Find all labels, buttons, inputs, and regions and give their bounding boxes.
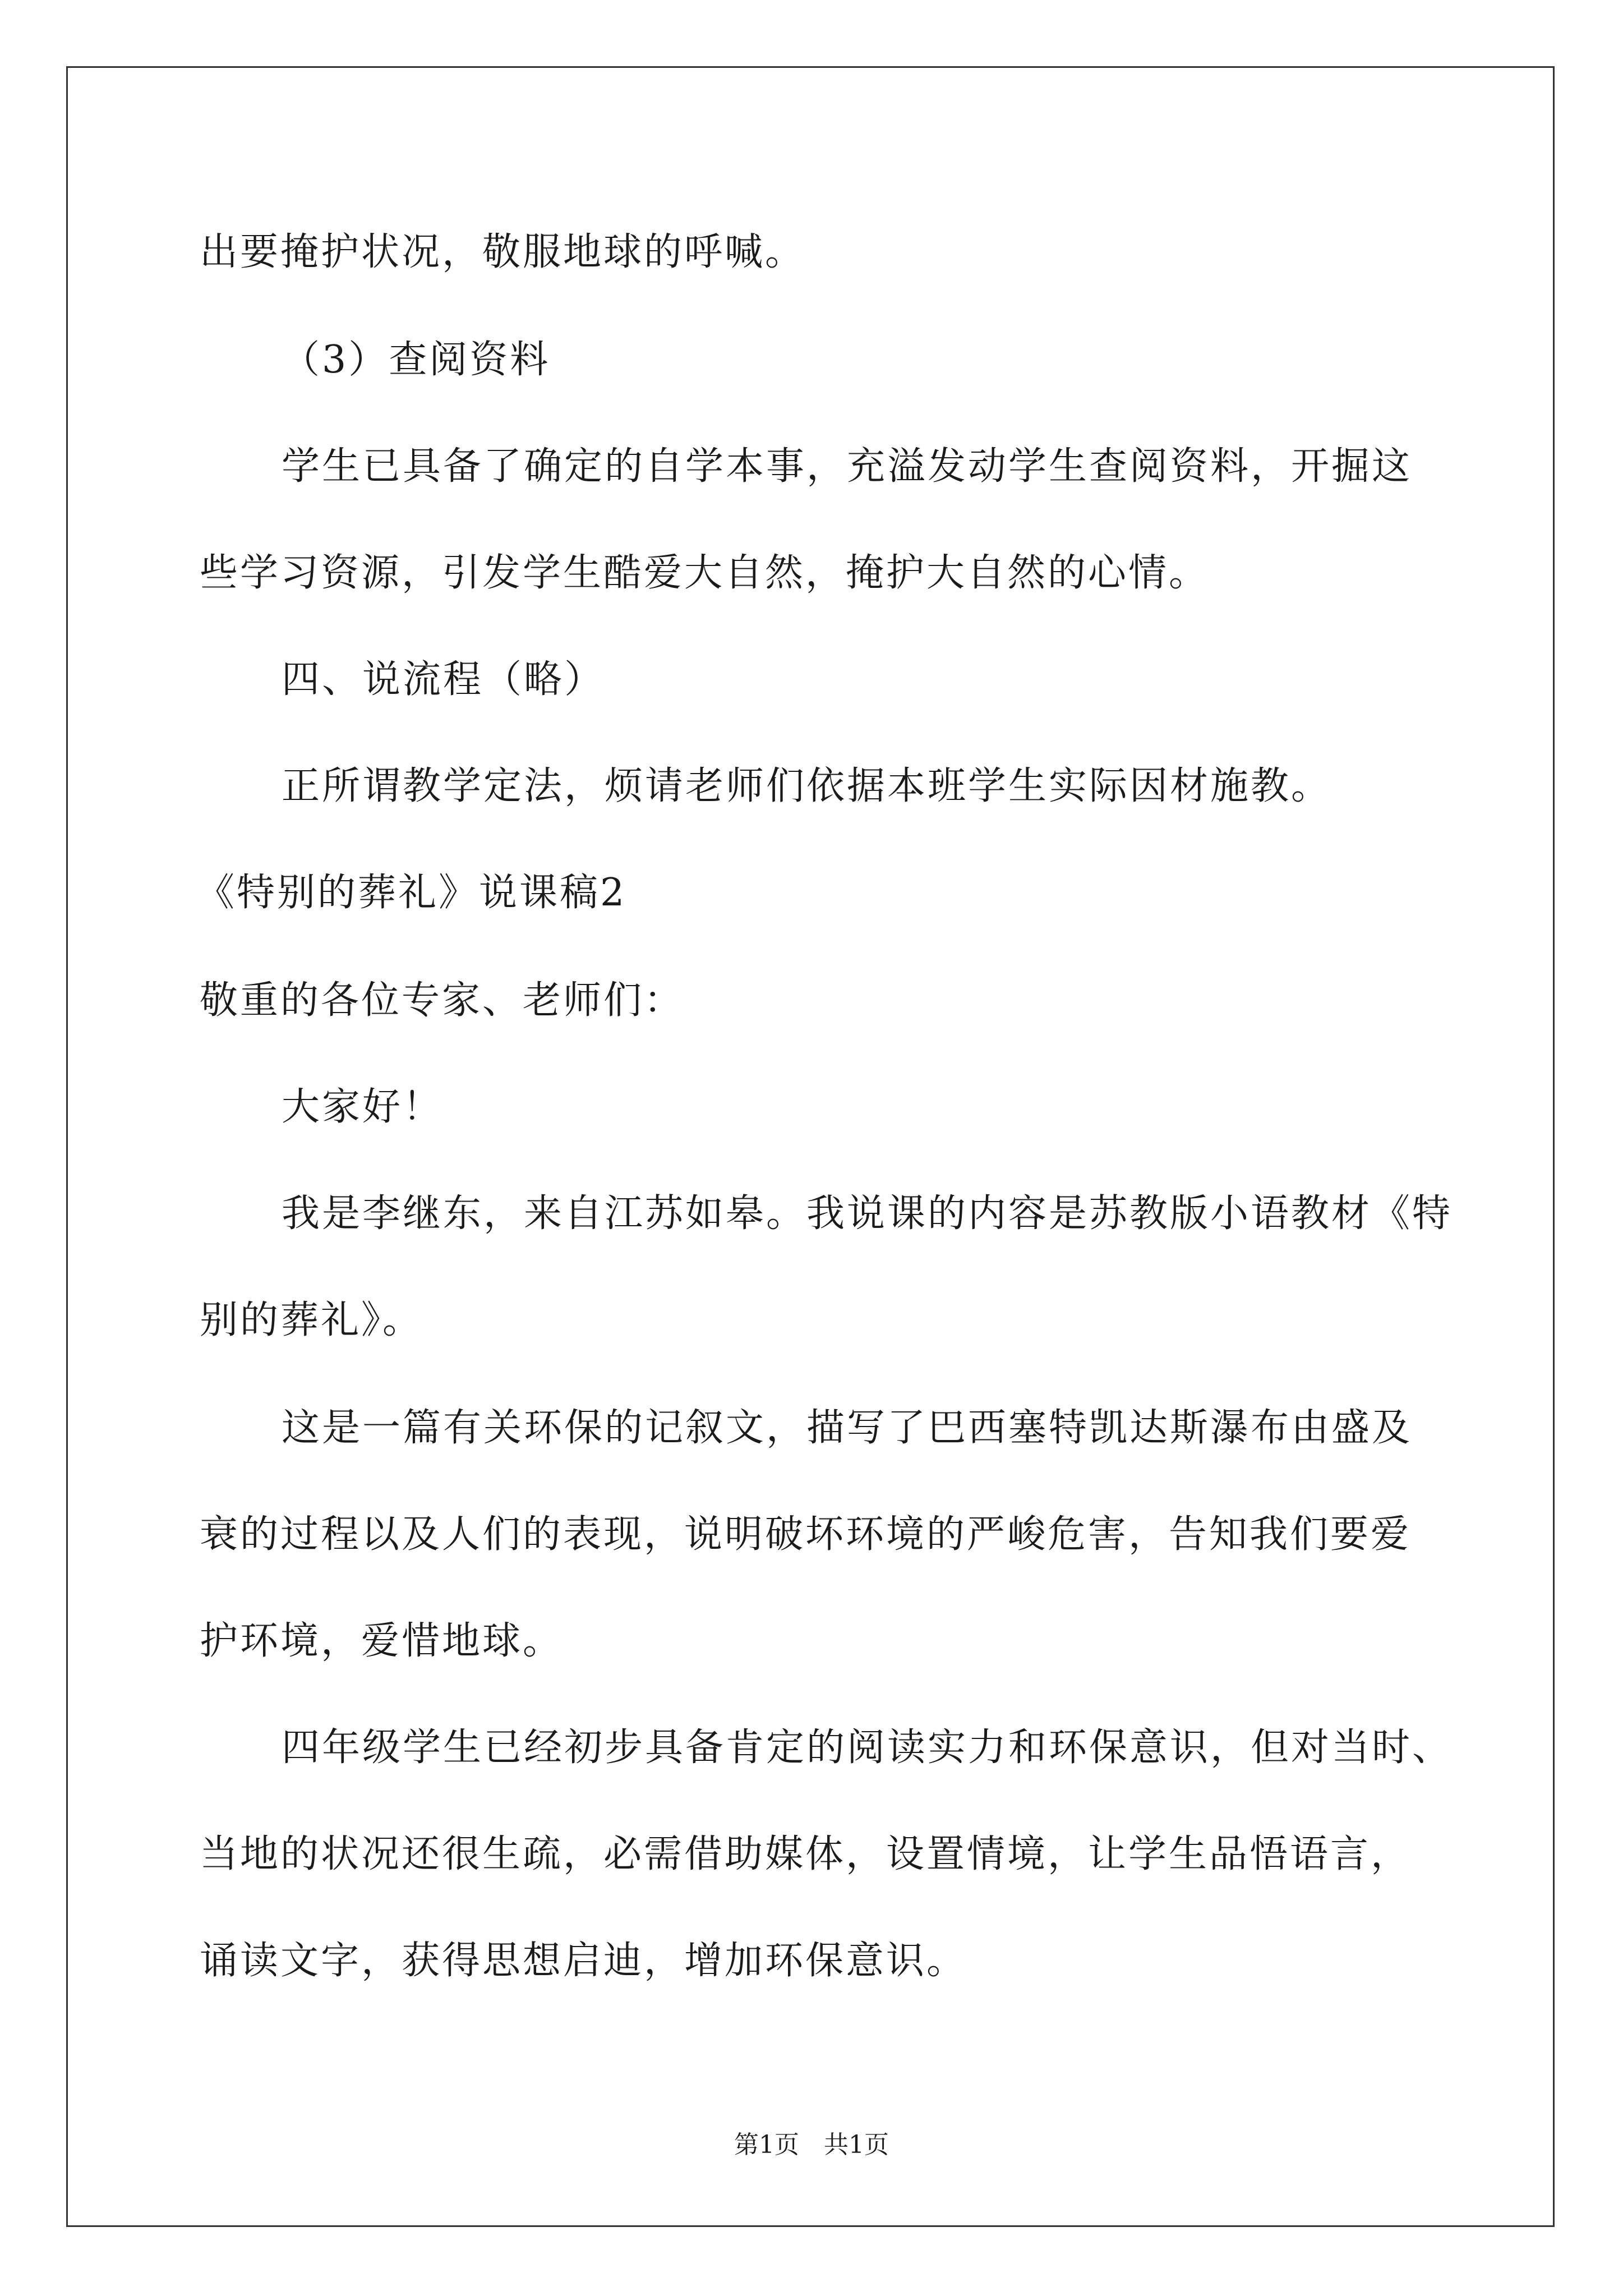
- text-line: 这是一篇有关环保的记叙文，描写了巴西塞特凯达斯瀑布由盛及: [282, 1406, 1413, 1450]
- text-line: （3）查阅资料: [282, 338, 551, 382]
- page-number-footer: 第1页 共1页: [734, 2131, 889, 2159]
- text-line: 护环境，爱惜地球。: [200, 1619, 564, 1663]
- page-border: [66, 66, 1555, 2227]
- salutation: 敬重的各位专家、老师们：: [200, 978, 685, 1023]
- text-line: 当地的状况还很生疏，必需借助媒体，设置情境，让学生品悟语言，: [200, 1832, 1412, 1876]
- text-line: 学生已具备了确定的自学本事，充溢发动学生查阅资料，开掘这: [282, 444, 1413, 489]
- text-line: 四年级学生已经初步具备肯定的阅读实力和环保意识，但对当时、: [282, 1726, 1453, 1770]
- text-line: 出要掩护状况，敬服地球的呼喊。: [200, 230, 806, 274]
- text-line: 诵读文字，获得思想启迪，增加环保意识。: [200, 1939, 967, 1983]
- text-line: 别的葬礼》。: [200, 1298, 423, 1342]
- greeting: 大家好！: [282, 1085, 444, 1129]
- text-line: 我是李继东，来自江苏如皋。我说课的内容是苏教版小语教材《特: [282, 1191, 1453, 1236]
- document-title: 《特别的葬礼》说课稿2: [196, 871, 627, 915]
- text-line: 正所谓教学定法，烦请老师们依据本班学生实际因材施教。: [282, 764, 1332, 808]
- text-line: 些学习资源，引发学生酷爱大自然，掩护大自然的心情。: [200, 551, 1210, 595]
- section-heading: 四、说流程（略）: [282, 657, 605, 702]
- text-line: 衰的过程以及人们的表现，说明破坏环境的严峻危害，告知我们要爱: [200, 1512, 1412, 1557]
